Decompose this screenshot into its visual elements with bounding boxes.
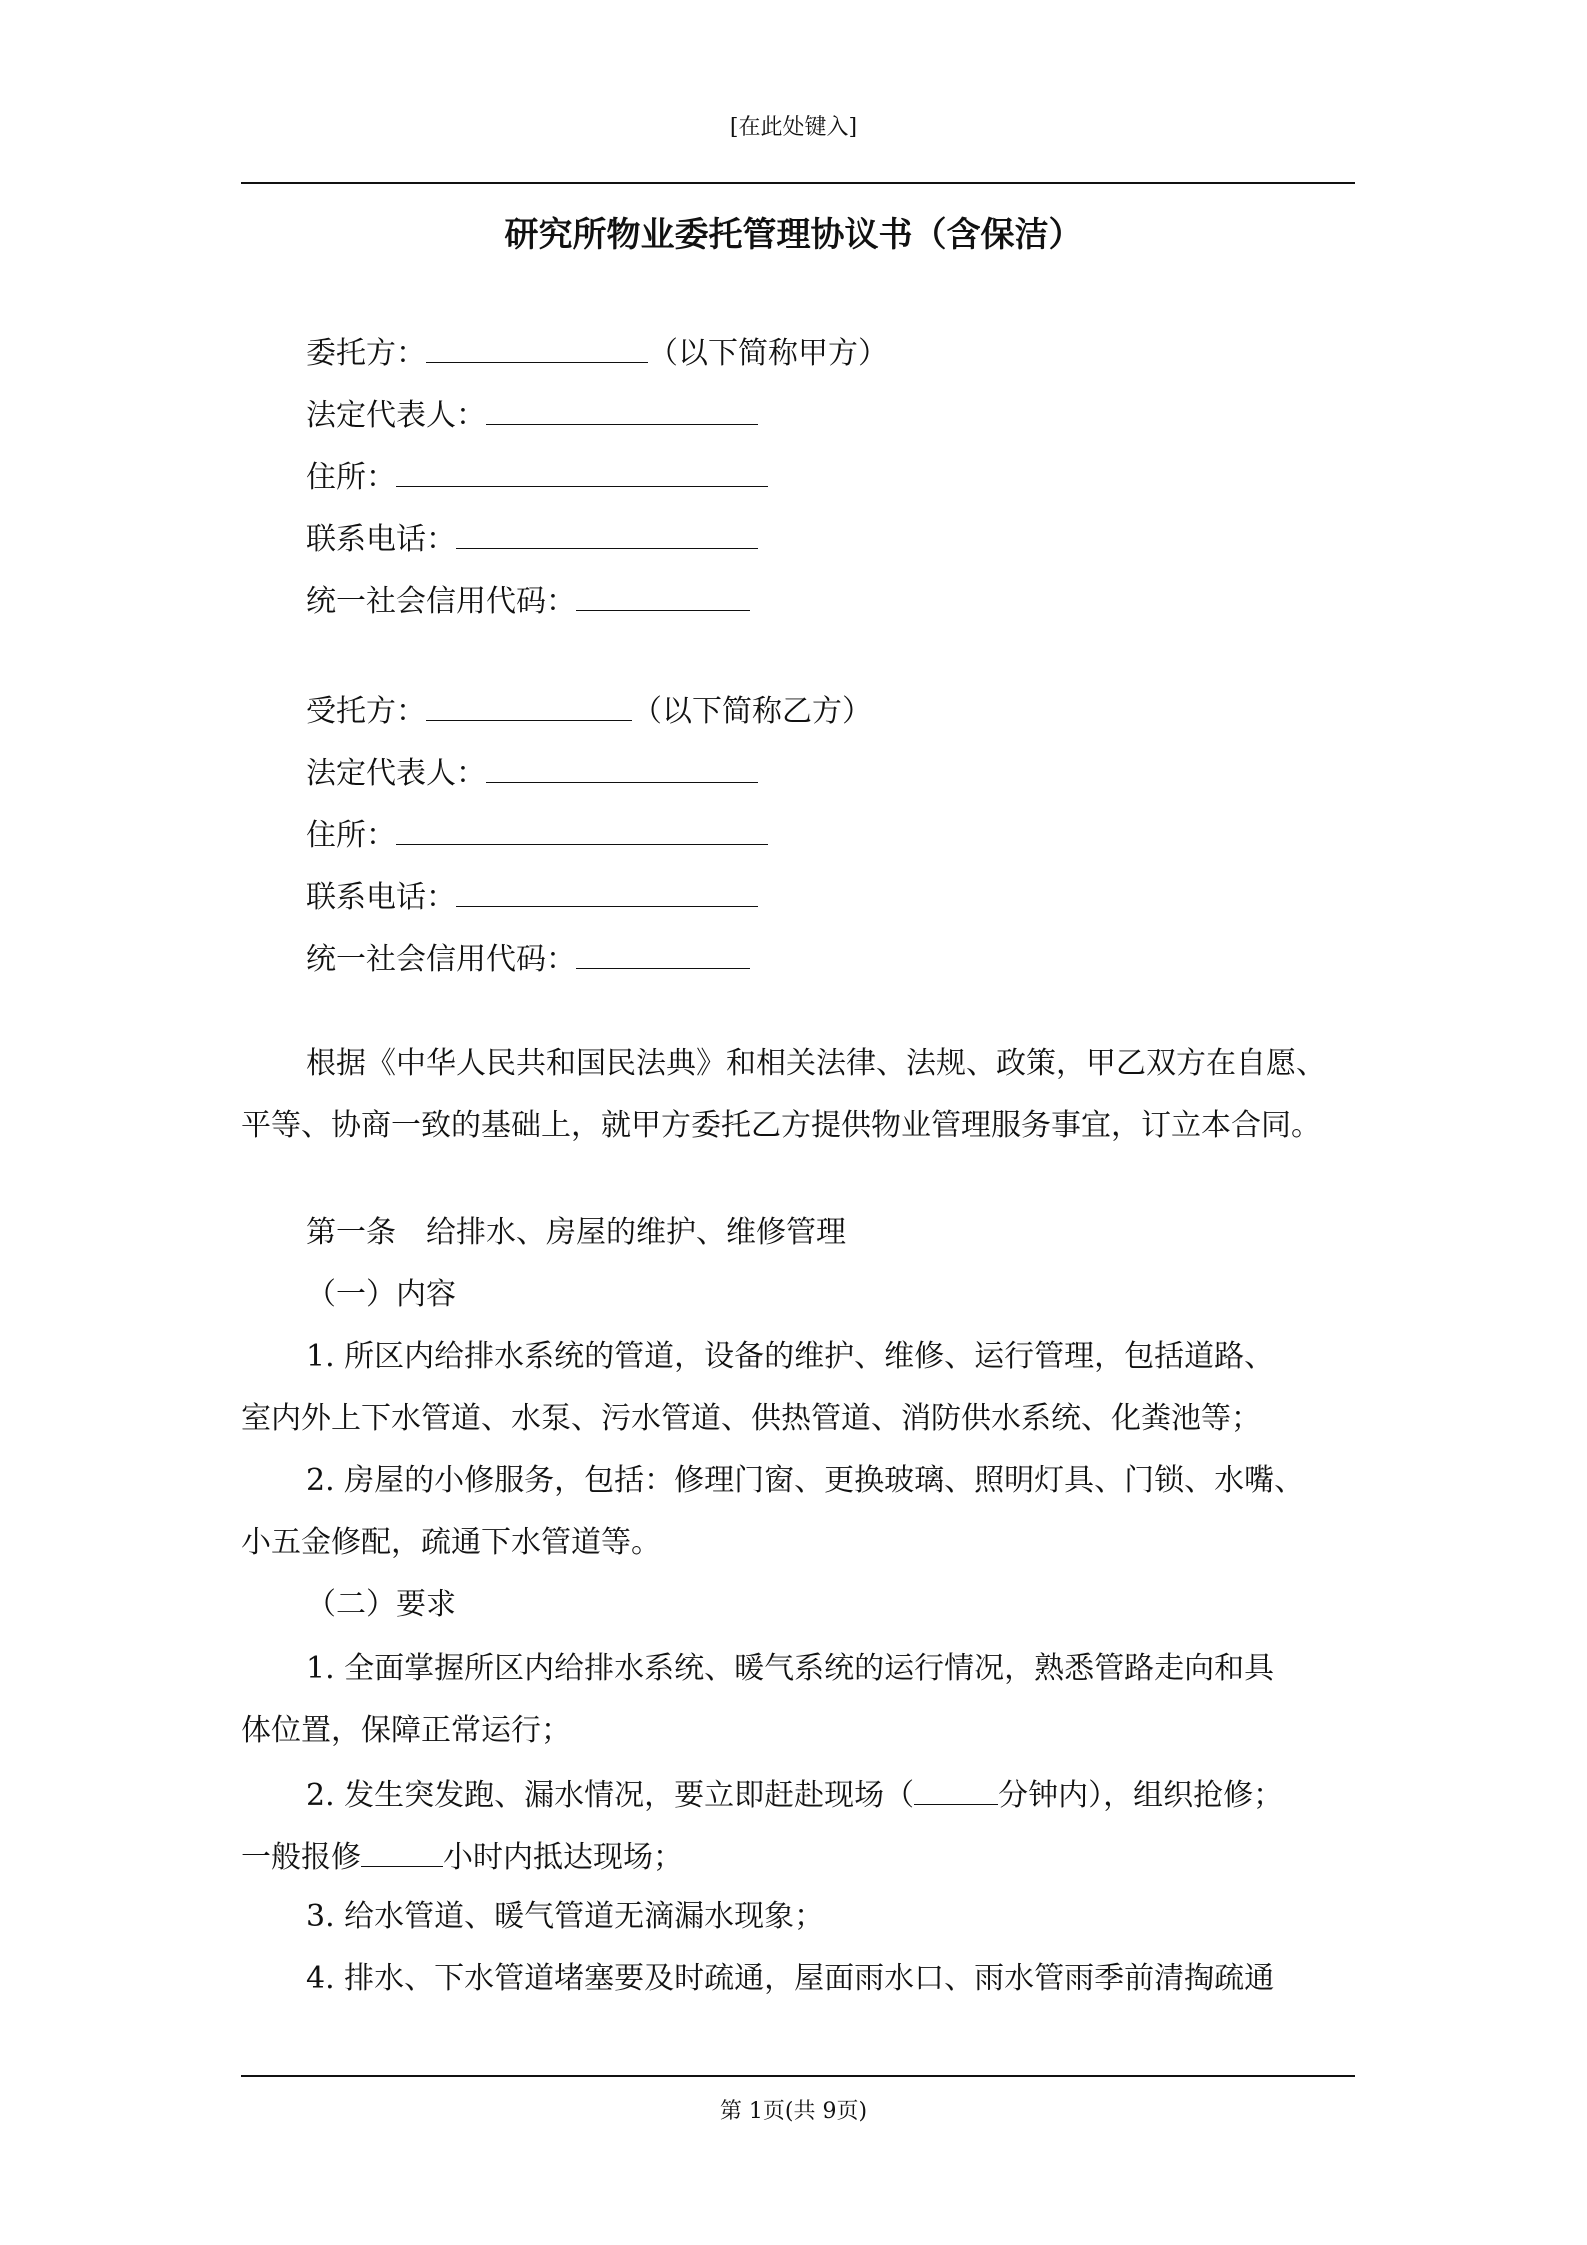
party-a-code-line [306,578,750,623]
req-2-text-a: 2. 发生突发跑、漏水情况，要立即赶赴现场（ [306,1778,915,1813]
response-minutes-blank[interactable] [914,1772,998,1805]
req-1-line-1: 1. 全面掌握所区内给排水系统、暖气系统的运行情况，熟悉管路走向和具 [306,1651,1275,1686]
party-a-phone-blank[interactable] [456,516,758,549]
party-b-code-blank[interactable] [576,936,750,969]
req-2-text-b: 分钟内），组织抢修； [998,1778,1284,1813]
party-b-rep-line [306,750,758,795]
party-a-rep-blank[interactable] [486,392,758,425]
party-b-phone-label: 联系电话： [306,880,456,915]
document-title: 研究所物业委托管理协议书（含保洁） [504,215,1083,255]
article-1-heading: 第一条 给排水、房屋的维护、维修管理 [306,1215,846,1250]
party-b-name-label: 受托方： [306,694,426,729]
party-b-addr-line [306,812,768,857]
party-a-rep-label: 法定代表人： [306,398,486,433]
page-header: [在此处键入] [729,115,858,140]
party-b-name-blank[interactable] [426,688,632,721]
item-2-line-2: 小五金修配，疏通下水管道等。 [241,1525,661,1560]
party-b-rep-label: 法定代表人： [306,756,486,791]
item-1-line-2: 室内外上下水管道、水泵、污水管道、供热管道、消防供水系统、化粪池等； [241,1401,1261,1436]
footer-rule [241,2075,1355,2077]
party-a-name-label: 委托方： [306,336,426,371]
preamble-line-1: 根据《中华人民共和国民法典》和相关法律、法规、政策，甲乙双方在自愿、 [306,1046,1326,1081]
requirements-heading: （二）要求 [306,1587,456,1622]
party-b-code-label: 统一社会信用代码： [306,942,576,977]
party-b-name-line [306,688,872,733]
party-a-code-blank[interactable] [576,578,750,611]
req-2-line-2 [241,1834,683,1879]
party-a-name-blank[interactable] [426,330,648,363]
req-2-text-c: 一般报修 [241,1840,361,1875]
party-b-code-line [306,936,750,981]
req-2-text-d: 小时内抵达现场； [443,1840,683,1875]
party-a-addr-blank[interactable] [396,454,768,487]
item-1-line-1: 1. 所区内给排水系统的管道，设备的维护、维修、运行管理，包括道路、 [306,1339,1275,1374]
party-b-addr-blank[interactable] [396,812,768,845]
party-a-rep-line [306,392,758,437]
page-footer: 第 1页(共 9页) [719,2099,868,2124]
req-3: 3. 给水管道、暖气管道无滴漏水现象； [306,1899,825,1934]
req-4-line-1: 4. 排水、下水管道堵塞要及时疏通，屋面雨水口、雨水管雨季前清掏疏通 [306,1961,1275,1996]
content-heading: （一）内容 [306,1277,456,1312]
req-2-line-1 [306,1772,1283,1817]
party-b-phone-blank[interactable] [456,874,758,907]
party-a-name-suffix: （以下简称甲方） [648,336,888,371]
party-a-addr-label: 住所： [306,460,396,495]
preamble-line-2: 平等、协商一致的基础上，就甲方委托乙方提供物业管理服务事宜，订立本合同。 [241,1108,1321,1143]
arrival-hours-blank[interactable] [361,1834,443,1867]
party-b-phone-line [306,874,758,919]
req-1-line-2: 体位置，保障正常运行； [241,1713,571,1748]
party-a-name-line [306,330,888,375]
party-a-phone-line [306,516,758,561]
party-a-code-label: 统一社会信用代码： [306,584,576,619]
party-b-name-suffix: （以下简称乙方） [632,694,872,729]
header-rule [241,182,1355,184]
party-b-addr-label: 住所： [306,818,396,853]
party-a-addr-line [306,454,768,499]
item-2-line-1: 2. 房屋的小修服务，包括：修理门窗、更换玻璃、照明灯具、门锁、水嘴、 [306,1463,1305,1498]
party-b-rep-blank[interactable] [486,750,758,783]
party-a-phone-label: 联系电话： [306,522,456,557]
